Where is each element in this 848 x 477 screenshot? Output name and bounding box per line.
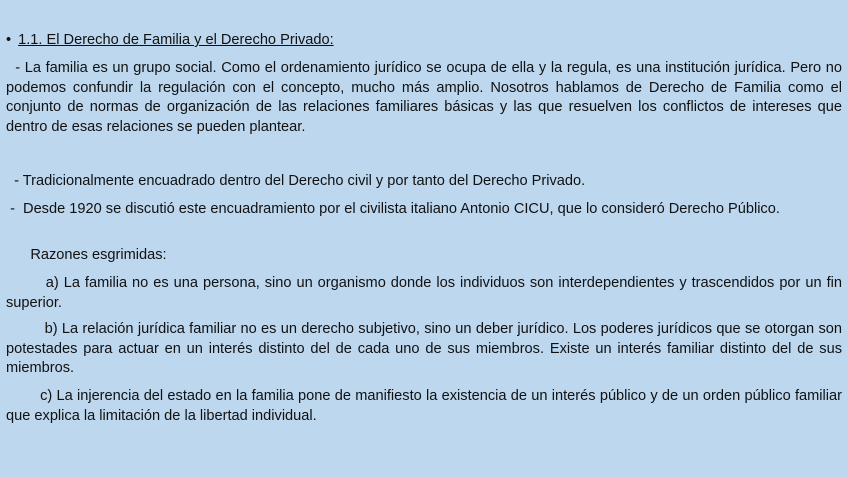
paragraph-cicu: - Desde 1920 se discutió este encuadramiento por el civilista italiano Antonio CICU, que lo consideró Derecho Público. <box>6 201 780 217</box>
paragraph-definition: - La familia es un grupo social. Como el ordenamiento jurídico se ocupa de ella y la regula, es una institución jurídica. Pero no podemos confundir la regulación con el concepto, mucho más amplio. Nosotros hablamos de Derecho de Familia como el conjunto de normas de organización de las relaciones familiares básicas y las que resuelven los conflictos de intereses que dentro de esas relaciones se pueden plantear. <box>6 60 847 135</box>
section-heading <box>6 31 842 51</box>
paragraph-reasons-label: Razones esgrimidas: <box>6 247 167 263</box>
section-title: 1.1. El Derecho de Familia y el Derecho Privado: <box>18 32 334 48</box>
paragraph-traditional: - Tradicionalmente encuadrado dentro del Derecho civil y por tanto del Derecho Privado. <box>6 173 586 189</box>
reason-c: c) La injerencia del estado en la familia pone de manifiesto la existencia de un interés público y de un orden público familiar que explica la limitación de la libertad individual. <box>6 388 847 424</box>
reason-a: a) La familia no es una persona, sino un organismo donde los individuos son interdependientes y trascendidos por un fin superior. <box>6 275 847 311</box>
reason-b: b) La relación jurídica familiar no es un derecho subjetivo, sino un deber jurídico. Los poderes jurídicos que se otorgan son potestades para actuar en un interés distinto del de cada uno de sus miembros. Existe un interés familiar distinto del de sus miembros. <box>6 321 847 376</box>
bullet-marker: • <box>6 32 12 48</box>
